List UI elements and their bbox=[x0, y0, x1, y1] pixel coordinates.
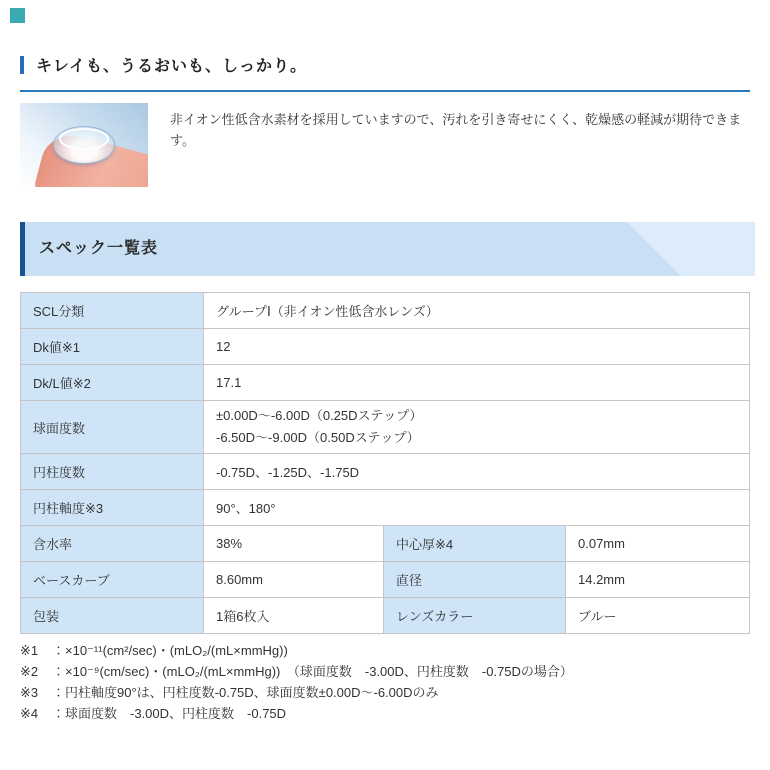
intro-section bbox=[20, 103, 750, 187]
footnote-text: ：×10⁻⁹(cm/sec)・(mLO₂/(mL×mmHg)) （球面度数 -3.00D、円柱度数 -0.75Dの場合） bbox=[52, 664, 573, 679]
spec-label: 円柱軸度※3 bbox=[21, 490, 204, 526]
footnote-4 bbox=[20, 703, 750, 724]
spec-value: 38% bbox=[204, 526, 384, 562]
footnote-3 bbox=[20, 682, 750, 703]
footnote-marker: ※2 bbox=[20, 664, 39, 679]
spec-label: SCL分類 bbox=[21, 293, 204, 329]
footnote-marker: ※3 bbox=[20, 685, 39, 700]
spec-label: ベースカーブ bbox=[21, 562, 204, 598]
spec-value: ブルー bbox=[566, 598, 750, 634]
contact-lens-rim-graphic bbox=[59, 128, 109, 150]
spec-value: 1箱6枚入 bbox=[204, 598, 384, 634]
spec-value: 14.2mm bbox=[566, 562, 750, 598]
corner-accent-square bbox=[10, 8, 25, 23]
spec-label: 包装 bbox=[21, 598, 204, 634]
spec-value: グループⅠ（非イオン性低含水レンズ） bbox=[204, 293, 750, 329]
spec-label: レンズカラー bbox=[384, 598, 566, 634]
spec-value: 12 bbox=[204, 329, 750, 365]
footnotes bbox=[20, 640, 750, 724]
spec-section-title: スペック一覧表 bbox=[39, 240, 159, 257]
table-row-sphere-power bbox=[21, 401, 750, 454]
spec-value bbox=[204, 401, 750, 454]
table-row-water-content bbox=[21, 526, 750, 562]
tagline-header bbox=[20, 53, 750, 92]
table-row-scl-class bbox=[21, 293, 750, 329]
footnote-1 bbox=[20, 640, 750, 661]
spec-value-line2: -6.50D～-9.00D（0.50Dステップ） bbox=[216, 430, 420, 445]
spec-value: 0.07mm bbox=[566, 526, 750, 562]
spec-table bbox=[20, 292, 750, 634]
table-row-base-curve bbox=[21, 562, 750, 598]
spec-value: -0.75D、-1.25D、-1.75D bbox=[204, 454, 750, 490]
spec-label: 円柱度数 bbox=[21, 454, 204, 490]
spec-value-line1: ±0.00D～-6.00D（0.25Dステップ） bbox=[216, 408, 423, 423]
spec-label: 中心厚※4 bbox=[384, 526, 566, 562]
spec-label: Dk値※1 bbox=[21, 329, 204, 365]
footnote-text: ：×10⁻¹¹(cm²/sec)・(mLO₂/(mL×mmHg)) bbox=[52, 643, 288, 658]
spec-label: Dk/L値※2 bbox=[21, 365, 204, 401]
footnote-2 bbox=[20, 661, 750, 682]
heading-accent-bar bbox=[20, 56, 24, 74]
intro-description: 非イオン性低含水素材を採用していますので、汚れを引き寄せにくく、乾燥感の軽減が期待できます。 bbox=[170, 112, 742, 148]
table-row-dkl bbox=[21, 365, 750, 401]
spec-label: 直径 bbox=[384, 562, 566, 598]
footnote-text: ：円柱軸度90°は、円柱度数-0.75D、球面度数±0.00D～-6.00Dのみ bbox=[52, 685, 439, 700]
footnote-text: ：球面度数 -3.00D、円柱度数 -0.75D bbox=[52, 706, 287, 721]
spec-label: 含水率 bbox=[21, 526, 204, 562]
spec-value: 17.1 bbox=[204, 365, 750, 401]
table-row-packaging bbox=[21, 598, 750, 634]
contact-lens-photo bbox=[20, 103, 148, 187]
table-row-cylinder-power bbox=[21, 454, 750, 490]
spec-label: 球面度数 bbox=[21, 401, 204, 454]
footnote-marker: ※4 bbox=[20, 706, 39, 721]
spec-section-header bbox=[20, 222, 755, 276]
footnote-marker: ※1 bbox=[20, 643, 39, 658]
spec-value: 90°、180° bbox=[204, 490, 750, 526]
table-row-dk bbox=[21, 329, 750, 365]
spec-value: 8.60mm bbox=[204, 562, 384, 598]
tagline-text: キレイも、うるおいも、しっかり。 bbox=[36, 58, 308, 75]
table-row-cylinder-axis bbox=[21, 490, 750, 526]
